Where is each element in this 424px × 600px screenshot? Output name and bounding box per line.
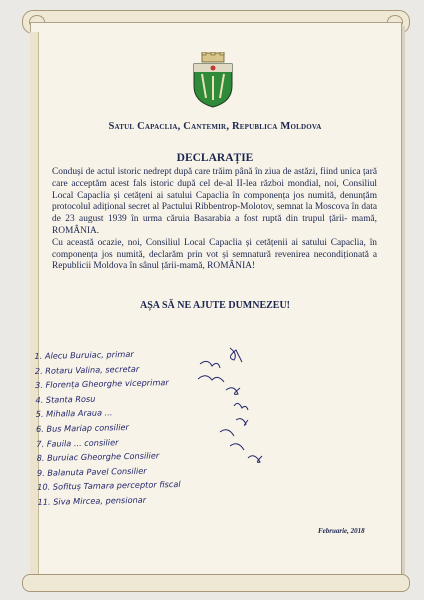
declaration-title: DECLARAȚIE xyxy=(176,152,254,164)
signatory-entry: 9. Balanuta Pavel Consilier xyxy=(36,465,147,478)
declaration-body xyxy=(52,167,377,273)
signatory-entry: 7. Fauila ... consilier xyxy=(36,436,119,449)
signatory-entry: 2. Rotaru Valina, secretar xyxy=(34,363,140,376)
signatory-entry: 10. Sofituș Tamara perceptor fiscal xyxy=(37,479,181,493)
signatory-entry: 1. Alecu Buruiac, primar xyxy=(34,348,134,361)
signatory-entry: 3. Florența Gheorghe viceprimar xyxy=(35,377,169,391)
motto: AȘA SĂ NE AJUTE DUMNEZEU! xyxy=(139,300,291,311)
signatory-entry: 5. Mihalla Araua ... xyxy=(35,407,113,420)
paragraph: Conduși de actul istoric nedrept după care trăim până în ziua de astăzi, fiind unica țară care acceptăm acest fals istoric după cel de-al II-lea război mondial, noi, Consiliul Local Capaclia și cetățeni ai satului Capaclia în componența jos numită, denunțăm protocolul adițional secret al Pactului Ribbentrop-Molotov, semnat la Moscova în data de 23 august 1939 în urma căruia Basarabia a fost ruptă din trupul țării- mamă, ROMÂNIA. xyxy=(52,167,377,236)
date-line: Februarie, 2018 xyxy=(318,527,365,535)
signatory-entry: 8. Buruiac Gheorghe Consilier xyxy=(36,450,160,464)
coat-of-arms-icon xyxy=(190,52,236,108)
signatory-entry: 6. Bus Mariap consilier xyxy=(35,421,129,434)
signatory-list xyxy=(34,343,317,509)
signatory-entry: 11. Siva Mircea, pensionar xyxy=(37,494,147,507)
handwritten-signatures xyxy=(190,346,270,476)
signatory-entry: 4. Stanta Rosu xyxy=(35,393,96,405)
paragraph: Cu această ocazie, noi, Consiliul Local Capaclia și cetățenii ai satului Capaclia, în componența jos numită, declarăm prin vot și semnatură revenirea necondiționată a Republicii Moldova în sânul țării-mamă, ROMÂNIA! xyxy=(52,237,377,272)
village-line: Satul Capaclia, Cantemir, Republica Moldova xyxy=(108,121,322,132)
scroll-bottom-roll xyxy=(22,574,410,592)
